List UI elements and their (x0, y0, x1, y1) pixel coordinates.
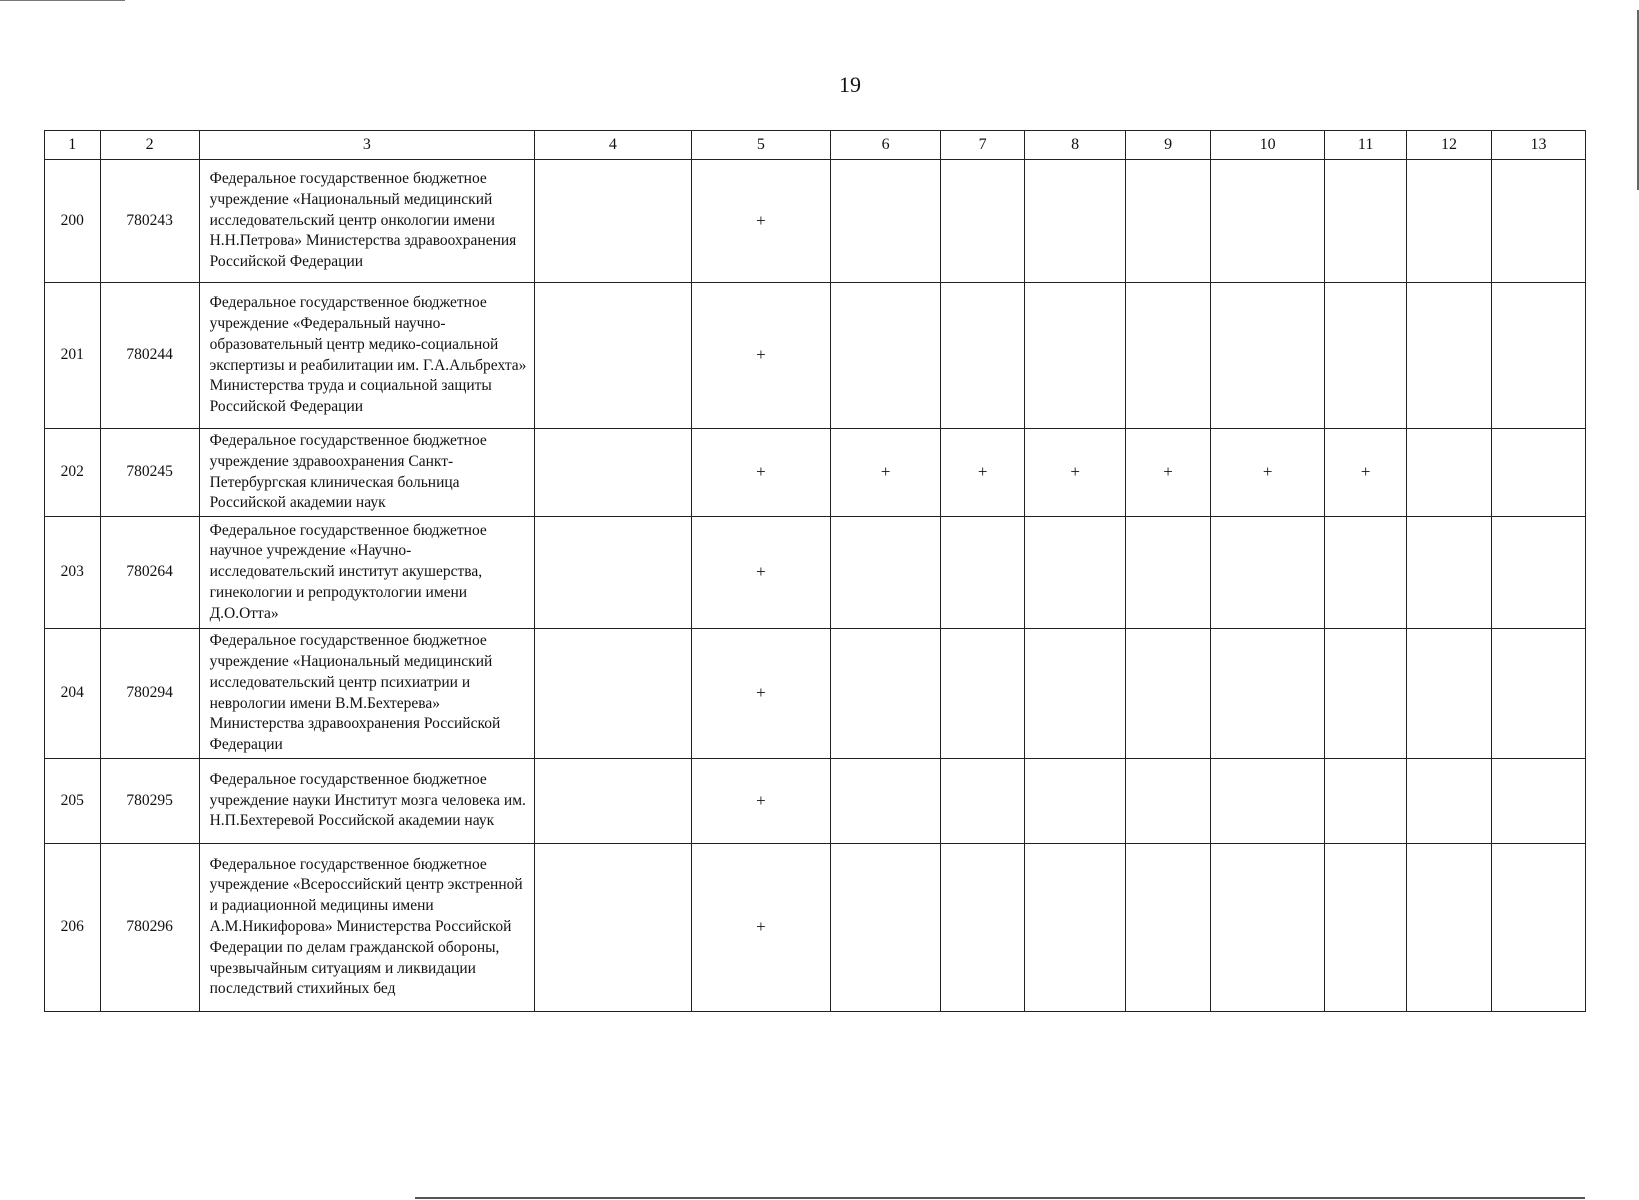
row-number: 200 (45, 160, 101, 283)
table-row (45, 629, 1586, 759)
cell-col-8 (1025, 517, 1126, 629)
cell-col-4 (535, 283, 692, 429)
cell-col-12 (1407, 160, 1492, 283)
cell-col-4 (535, 517, 692, 629)
row-number: 203 (45, 517, 101, 629)
cell-col-9 (1126, 758, 1211, 843)
cell-col-7 (941, 843, 1025, 1011)
cell-col-11 (1325, 283, 1407, 429)
cell-col-8 (1025, 283, 1126, 429)
cell-col-4 (535, 758, 692, 843)
cell-col-7: + (941, 429, 1025, 517)
column-header: 2 (100, 131, 199, 160)
cell-col-9 (1126, 160, 1211, 283)
cell-col-5: + (691, 758, 830, 843)
cell-col-7 (941, 160, 1025, 283)
org-code: 780243 (100, 160, 199, 283)
cell-col-11 (1325, 629, 1407, 759)
row-number: 204 (45, 629, 101, 759)
cell-col-9 (1126, 629, 1211, 759)
cell-col-6 (831, 283, 941, 429)
cell-col-9: + (1126, 429, 1211, 517)
column-header: 3 (199, 131, 534, 160)
column-header: 4 (535, 131, 692, 160)
cell-col-4 (535, 160, 692, 283)
cell-col-5: + (691, 429, 830, 517)
column-header: 11 (1325, 131, 1407, 160)
org-name: Федеральное государственное бюджетное научное учреждение «Научно-исследовательский институт акушерства, гинекологии и репродуктологии имени Д.О.Отта» (199, 517, 534, 629)
cell-col-11: + (1325, 429, 1407, 517)
cell-col-10: + (1211, 429, 1325, 517)
cell-col-7 (941, 629, 1025, 759)
table-row (45, 429, 1586, 517)
org-name: Федеральное государственное бюджетное учреждение «Федеральный научно-образовательный центр медико-социальной экспертизы и реабилитации им. Г.А.Альбрехта» Министерства труда и социальной защиты Российской Федерации (199, 283, 534, 429)
table-row (45, 283, 1586, 429)
column-header: 5 (691, 131, 830, 160)
cell-col-8 (1025, 843, 1126, 1011)
cell-col-12 (1407, 629, 1492, 759)
scan-edge-line-top (0, 0, 125, 1)
cell-col-9 (1126, 517, 1211, 629)
row-number: 206 (45, 843, 101, 1011)
row-number: 202 (45, 429, 101, 517)
cell-col-12 (1407, 429, 1492, 517)
org-code: 780295 (100, 758, 199, 843)
org-code: 780296 (100, 843, 199, 1011)
column-number-header-row (45, 131, 1586, 160)
cell-col-5: + (691, 517, 830, 629)
org-name: Федеральное государственное бюджетное учреждение науки Институт мозга человека им. Н.П.Бехтеревой Российской академии наук (199, 758, 534, 843)
cell-col-6 (831, 517, 941, 629)
column-header: 9 (1126, 131, 1211, 160)
org-code: 780245 (100, 429, 199, 517)
cell-col-13 (1491, 629, 1585, 759)
column-header: 10 (1211, 131, 1325, 160)
cell-col-11 (1325, 843, 1407, 1011)
cell-col-5: + (691, 843, 830, 1011)
column-header: 8 (1025, 131, 1126, 160)
cell-col-10 (1211, 629, 1325, 759)
cell-col-10 (1211, 758, 1325, 843)
cell-col-8 (1025, 758, 1126, 843)
cell-col-9 (1126, 843, 1211, 1011)
cell-col-11 (1325, 758, 1407, 843)
table-row (45, 843, 1586, 1011)
cell-col-6 (831, 843, 941, 1011)
column-header: 12 (1407, 131, 1492, 160)
cell-col-7 (941, 283, 1025, 429)
org-name: Федеральное государственное бюджетное учреждение «Всероссийский центр экстренной и радиационной медицины имени А.М.Никифорова» Министерства Российской Федерации по делам гражданской обороны, чрезвычайным ситуациям и ликвидации последствий стихийных бед (199, 843, 534, 1011)
cell-col-4 (535, 843, 692, 1011)
cell-col-9 (1126, 283, 1211, 429)
table-row (45, 517, 1586, 629)
cell-col-4 (535, 629, 692, 759)
cell-col-5: + (691, 160, 830, 283)
cell-col-10 (1211, 160, 1325, 283)
cell-col-11 (1325, 517, 1407, 629)
cell-col-10 (1211, 283, 1325, 429)
cell-col-13 (1491, 843, 1585, 1011)
org-name: Федеральное государственное бюджетное учреждение здравоохранения Санкт-Петербургская клиническая больница Российской академии наук (199, 429, 534, 517)
cell-col-12 (1407, 758, 1492, 843)
org-name: Федеральное государственное бюджетное учреждение «Национальный медицинский исследовательский центр психиатрии и неврологии имени В.М.Бехтерева» Министерства здравоохранения Российской Федерации (199, 629, 534, 759)
row-number: 201 (45, 283, 101, 429)
table-row (45, 758, 1586, 843)
org-name: Федеральное государственное бюджетное учреждение «Национальный медицинский исследовательский центр онкологии имени Н.Н.Петрова» Министерства здравоохранения Российской Федерации (199, 160, 534, 283)
scan-edge-line-bottom (415, 1197, 1585, 1199)
cell-col-8 (1025, 160, 1126, 283)
cell-col-12 (1407, 843, 1492, 1011)
page-number: 19 (839, 72, 861, 97)
column-header: 7 (941, 131, 1025, 160)
cell-col-6 (831, 758, 941, 843)
cell-col-6 (831, 160, 941, 283)
cell-col-4 (535, 429, 692, 517)
table-row (45, 160, 1586, 283)
cell-col-7 (941, 758, 1025, 843)
cell-col-6 (831, 629, 941, 759)
cell-col-13 (1491, 283, 1585, 429)
cell-col-12 (1407, 517, 1492, 629)
column-header: 1 (45, 131, 101, 160)
cell-col-10 (1211, 843, 1325, 1011)
cell-col-11 (1325, 160, 1407, 283)
cell-col-7 (941, 517, 1025, 629)
cell-col-10 (1211, 517, 1325, 629)
organizations-table (44, 130, 1586, 1012)
cell-col-8: + (1025, 429, 1126, 517)
cell-col-8 (1025, 629, 1126, 759)
cell-col-13 (1491, 160, 1585, 283)
cell-col-5: + (691, 629, 830, 759)
cell-col-13 (1491, 429, 1585, 517)
cell-col-5: + (691, 283, 830, 429)
org-code: 780244 (100, 283, 199, 429)
row-number: 205 (45, 758, 101, 843)
column-header: 6 (831, 131, 941, 160)
cell-col-6: + (831, 429, 941, 517)
cell-col-12 (1407, 283, 1492, 429)
cell-col-13 (1491, 758, 1585, 843)
cell-col-13 (1491, 517, 1585, 629)
column-header: 13 (1491, 131, 1585, 160)
org-code: 780294 (100, 629, 199, 759)
org-code: 780264 (100, 517, 199, 629)
